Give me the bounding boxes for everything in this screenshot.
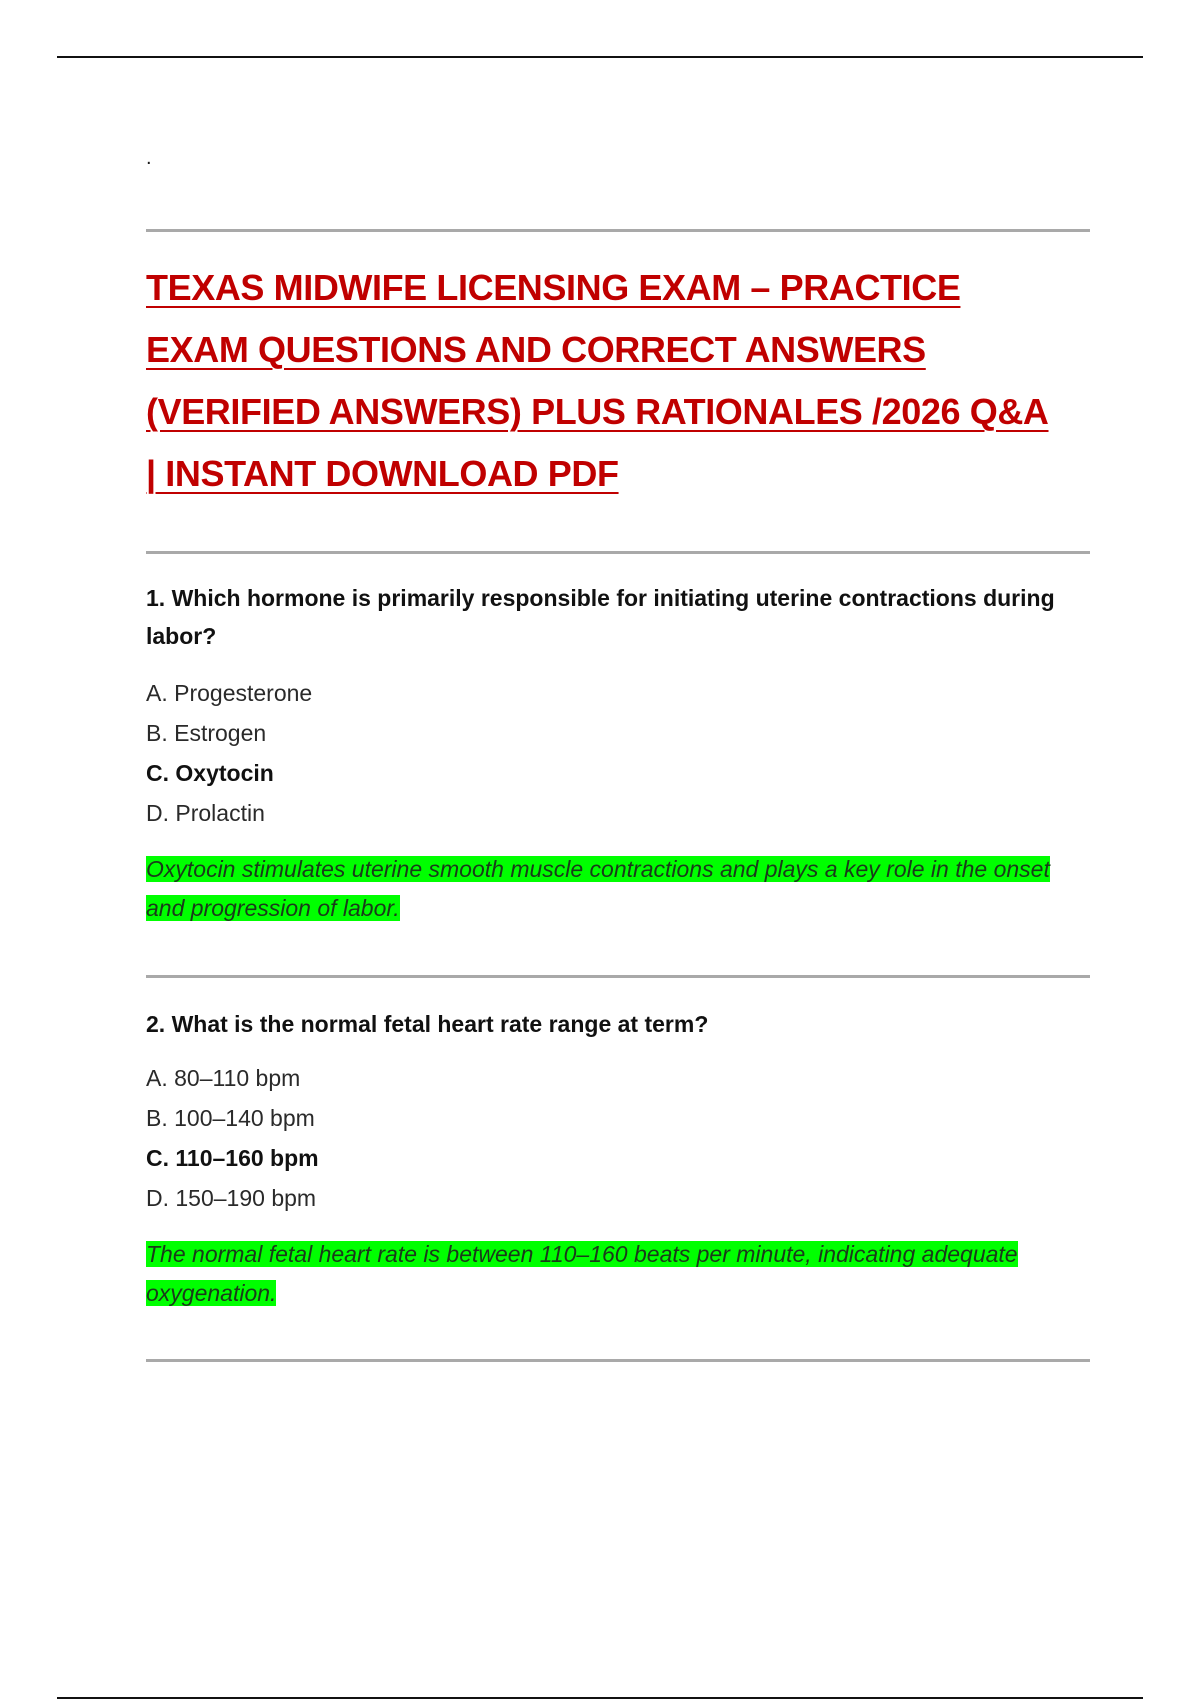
question-2-rationale (146, 1235, 1090, 1313)
question-1-prompt: 1. Which hormone is primarily responsible for initiating uterine contractions during labor? (146, 585, 1055, 649)
document-title (146, 257, 1106, 505)
option-b: B. 100–140 bpm (146, 1105, 315, 1131)
title-line: | INSTANT DOWNLOAD PDF (146, 453, 619, 494)
option-b: B. Estrogen (146, 720, 267, 746)
separator-rule (146, 229, 1090, 232)
page-top-rule (57, 56, 1143, 58)
question-2-options (146, 1058, 319, 1218)
separator-rule (146, 1359, 1090, 1362)
option-a: A. Progesterone (146, 680, 313, 706)
title-line: TEXAS MIDWIFE LICENSING EXAM – PRACTICE (146, 267, 961, 308)
separator-rule (146, 975, 1090, 978)
rationale-highlight: The normal fetal heart rate is between 110–160 beats per minute, indicating adequate oxygenation. (146, 1241, 1018, 1306)
leading-mark: . (146, 147, 152, 169)
option-c-correct: C. 110–160 bpm (146, 1145, 319, 1171)
option-c-correct: C. Oxytocin (146, 760, 274, 786)
option-d: D. Prolactin (146, 800, 265, 826)
question-1-rationale (146, 850, 1090, 928)
separator-rule (146, 551, 1090, 554)
question-2-prompt: 2. What is the normal fetal heart rate range at term? (146, 1011, 709, 1037)
title-line: EXAM QUESTIONS AND CORRECT ANSWERS (146, 329, 926, 370)
page-bottom-rule (57, 1697, 1143, 1699)
question-1-options (146, 673, 312, 833)
title-line: (VERIFIED ANSWERS) PLUS RATIONALES /2026 Q&A (146, 391, 1049, 432)
rationale-highlight: Oxytocin stimulates uterine smooth muscle contractions and plays a key role in the onset and progression of labor. (146, 856, 1050, 921)
option-d: D. 150–190 bpm (146, 1185, 317, 1211)
option-a: A. 80–110 bpm (146, 1065, 301, 1091)
